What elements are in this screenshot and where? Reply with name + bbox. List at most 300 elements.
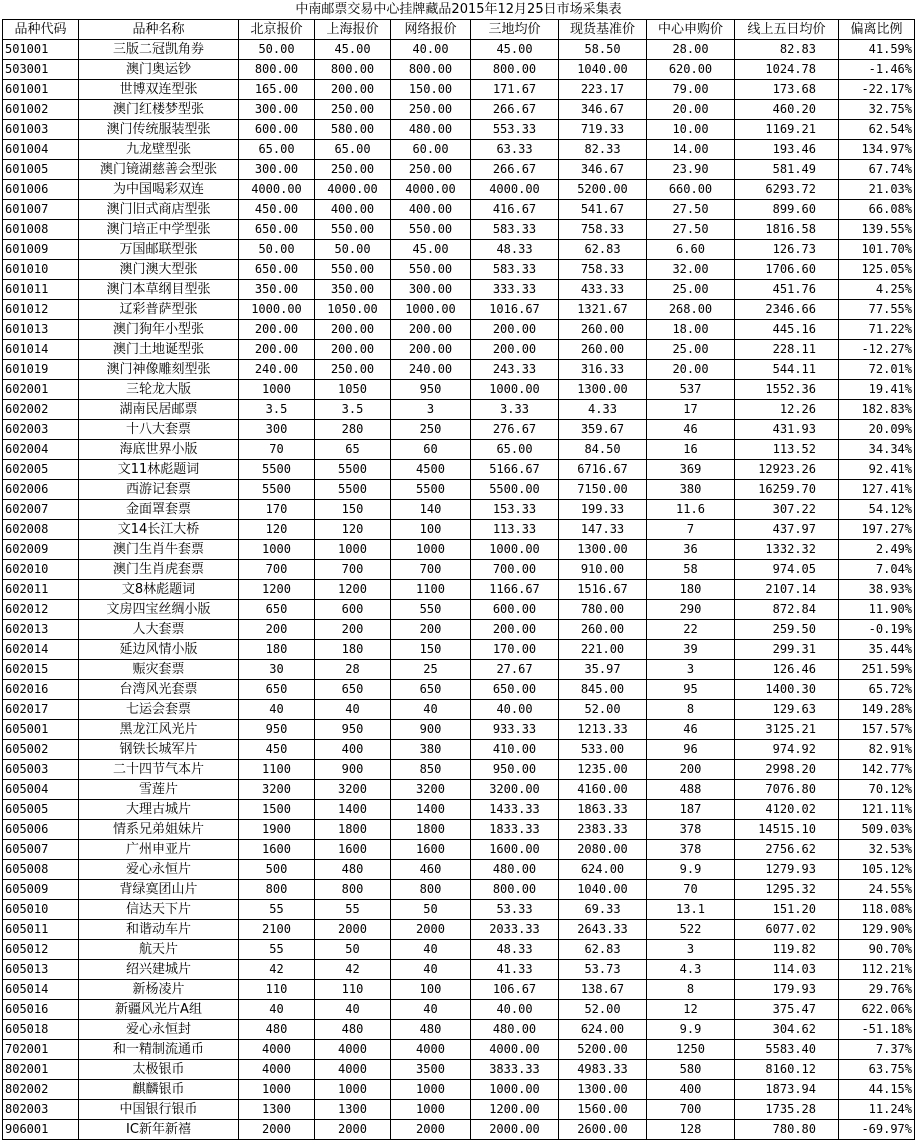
center-subscription-cell: 700 — [647, 1100, 735, 1120]
code-cell: 602007 — [3, 500, 79, 520]
online-price-cell: 650 — [391, 680, 471, 700]
name-cell: 金面罩套票 — [79, 500, 239, 520]
deviation-cell: 66.08% — [839, 200, 915, 220]
beijing-price-cell: 120 — [239, 520, 315, 540]
five-day-avg-cell: 126.73 — [735, 240, 839, 260]
spot-benchmark-cell: 719.33 — [559, 120, 647, 140]
deviation-cell: 38.93% — [839, 580, 915, 600]
table-row — [3, 580, 915, 600]
center-subscription-cell: 27.50 — [647, 220, 735, 240]
five-day-avg-cell: 1295.32 — [735, 880, 839, 900]
center-subscription-cell: 8 — [647, 980, 735, 1000]
three-city-avg-cell: 1000.00 — [471, 380, 559, 400]
spot-benchmark-cell: 2080.00 — [559, 840, 647, 860]
deviation-cell: 251.59% — [839, 660, 915, 680]
shanghai-price-cell: 1600 — [315, 840, 391, 860]
table-row — [3, 520, 915, 540]
three-city-avg-cell: 1016.67 — [471, 300, 559, 320]
center-subscription-cell: 3 — [647, 940, 735, 960]
center-subscription-cell: 200 — [647, 760, 735, 780]
shanghai-price-cell: 42 — [315, 960, 391, 980]
online-price-cell: 1000 — [391, 540, 471, 560]
table-row — [3, 960, 915, 980]
name-cell: 澳门狗年小型张 — [79, 320, 239, 340]
three-city-avg-cell: 45.00 — [471, 40, 559, 60]
online-price-cell: 40 — [391, 940, 471, 960]
code-cell: 601009 — [3, 240, 79, 260]
code-cell: 601011 — [3, 280, 79, 300]
code-cell: 605001 — [3, 720, 79, 740]
three-city-avg-cell: 2000.00 — [471, 1120, 559, 1140]
deviation-cell: 112.21% — [839, 960, 915, 980]
code-cell: 602010 — [3, 560, 79, 580]
center-subscription-cell: 79.00 — [647, 80, 735, 100]
online-price-cell: 40.00 — [391, 40, 471, 60]
three-city-avg-cell: 1000.00 — [471, 1080, 559, 1100]
name-cell: 世博双连型张 — [79, 80, 239, 100]
beijing-price-cell: 55 — [239, 940, 315, 960]
beijing-price-cell: 300 — [239, 420, 315, 440]
name-cell: 三轮龙大版 — [79, 380, 239, 400]
five-day-avg-cell: 228.11 — [735, 340, 839, 360]
shanghai-price-cell: 5500 — [315, 460, 391, 480]
code-cell: 605005 — [3, 800, 79, 820]
three-city-avg-cell: 200.00 — [471, 320, 559, 340]
online-price-cell: 5500 — [391, 480, 471, 500]
name-cell: 和一精制流通币 — [79, 1040, 239, 1060]
table-row — [3, 1100, 915, 1120]
five-day-avg-cell: 1735.28 — [735, 1100, 839, 1120]
table-row — [3, 80, 915, 100]
spot-benchmark-cell: 58.50 — [559, 40, 647, 60]
code-cell: 605007 — [3, 840, 79, 860]
deviation-cell: 157.57% — [839, 720, 915, 740]
code-cell: 601010 — [3, 260, 79, 280]
deviation-cell: 67.74% — [839, 160, 915, 180]
center-subscription-cell: 180 — [647, 580, 735, 600]
center-subscription-cell: 28.00 — [647, 40, 735, 60]
name-cell: 澳门生肖牛套票 — [79, 540, 239, 560]
five-day-avg-cell: 6293.72 — [735, 180, 839, 200]
code-cell: 602017 — [3, 700, 79, 720]
three-city-avg-cell: 3200.00 — [471, 780, 559, 800]
code-cell: 605004 — [3, 780, 79, 800]
deviation-cell: 24.55% — [839, 880, 915, 900]
code-cell: 605013 — [3, 960, 79, 980]
table-row — [3, 160, 915, 180]
shanghai-price-cell: 110 — [315, 980, 391, 1000]
online-price-cell: 250 — [391, 420, 471, 440]
center-subscription-cell: 1250 — [647, 1040, 735, 1060]
online-price-cell: 4000.00 — [391, 180, 471, 200]
code-cell: 601019 — [3, 360, 79, 380]
three-city-avg-cell: 480.00 — [471, 1020, 559, 1040]
code-cell: 601014 — [3, 340, 79, 360]
three-city-avg-cell: 40.00 — [471, 700, 559, 720]
deviation-cell: 11.24% — [839, 1100, 915, 1120]
center-subscription-cell: 9.9 — [647, 1020, 735, 1040]
beijing-price-cell: 4000 — [239, 1040, 315, 1060]
beijing-price-cell: 42 — [239, 960, 315, 980]
deviation-cell: 125.05% — [839, 260, 915, 280]
spot-benchmark-cell: 433.33 — [559, 280, 647, 300]
online-price-cell: 3200 — [391, 780, 471, 800]
table-row — [3, 180, 915, 200]
three-city-avg-cell: 65.00 — [471, 440, 559, 460]
spot-benchmark-cell: 62.83 — [559, 940, 647, 960]
shanghai-price-cell: 5500 — [315, 480, 391, 500]
table-row — [3, 740, 915, 760]
shanghai-price-cell: 1300 — [315, 1100, 391, 1120]
online-price-cell: 550.00 — [391, 220, 471, 240]
five-day-avg-cell: 12.26 — [735, 400, 839, 420]
shanghai-price-cell: 3200 — [315, 780, 391, 800]
online-price-cell: 3500 — [391, 1060, 471, 1080]
spot-benchmark-cell: 260.00 — [559, 340, 647, 360]
five-day-avg-cell: 6077.02 — [735, 920, 839, 940]
name-cell: 三版二冠凯角券 — [79, 40, 239, 60]
name-cell: 澳门旧式商店型张 — [79, 200, 239, 220]
shanghai-price-cell: 40 — [315, 700, 391, 720]
online-price-cell: 100 — [391, 520, 471, 540]
spot-benchmark-cell: 1040.00 — [559, 880, 647, 900]
five-day-avg-cell: 1552.36 — [735, 380, 839, 400]
center-subscription-cell: 378 — [647, 840, 735, 860]
deviation-cell: 134.97% — [839, 140, 915, 160]
beijing-price-cell: 200 — [239, 620, 315, 640]
deviation-cell: 82.91% — [839, 740, 915, 760]
online-price-cell: 800 — [391, 880, 471, 900]
table-row — [3, 200, 915, 220]
center-subscription-cell: 3 — [647, 660, 735, 680]
shanghai-price-cell: 900 — [315, 760, 391, 780]
shanghai-price-cell: 1400 — [315, 800, 391, 820]
table-row — [3, 320, 915, 340]
code-cell: 503001 — [3, 60, 79, 80]
online-price-cell: 50 — [391, 900, 471, 920]
online-price-cell: 60.00 — [391, 140, 471, 160]
spot-benchmark-cell: 52.00 — [559, 1000, 647, 1020]
table-row — [3, 1080, 915, 1100]
shanghai-price-cell: 550.00 — [315, 260, 391, 280]
shanghai-price-cell: 50.00 — [315, 240, 391, 260]
name-cell: 澳门本草纲目型张 — [79, 280, 239, 300]
code-cell: 605010 — [3, 900, 79, 920]
name-cell: 文14长江大桥 — [79, 520, 239, 540]
online-price-cell: 460 — [391, 860, 471, 880]
name-cell: 雪莲片 — [79, 780, 239, 800]
online-price-cell: 150 — [391, 640, 471, 660]
shanghai-price-cell: 65.00 — [315, 140, 391, 160]
deviation-cell: 129.90% — [839, 920, 915, 940]
name-cell: 万国邮联型张 — [79, 240, 239, 260]
spot-benchmark-cell: 4983.33 — [559, 1060, 647, 1080]
spot-benchmark-cell: 1516.67 — [559, 580, 647, 600]
beijing-price-cell: 1900 — [239, 820, 315, 840]
beijing-price-cell: 240.00 — [239, 360, 315, 380]
table-row — [3, 660, 915, 680]
code-cell: 605014 — [3, 980, 79, 1000]
center-subscription-cell: 25.00 — [647, 340, 735, 360]
code-cell: 605011 — [3, 920, 79, 940]
five-day-avg-cell: 2346.66 — [735, 300, 839, 320]
deviation-cell: 509.03% — [839, 820, 915, 840]
code-cell: 601012 — [3, 300, 79, 320]
code-cell: 602002 — [3, 400, 79, 420]
center-subscription-cell: 13.1 — [647, 900, 735, 920]
three-city-avg-cell: 153.33 — [471, 500, 559, 520]
deviation-cell: -51.18% — [839, 1020, 915, 1040]
name-cell: 湖南民居邮票 — [79, 400, 239, 420]
deviation-cell: 65.72% — [839, 680, 915, 700]
deviation-cell: 2.49% — [839, 540, 915, 560]
center-subscription-cell: 400 — [647, 1080, 735, 1100]
name-cell: 文11林彪题词 — [79, 460, 239, 480]
code-cell: 605012 — [3, 940, 79, 960]
code-cell: 602006 — [3, 480, 79, 500]
five-day-avg-cell: 899.60 — [735, 200, 839, 220]
shanghai-price-cell: 1800 — [315, 820, 391, 840]
shanghai-price-cell: 200 — [315, 620, 391, 640]
center-subscription-cell: 378 — [647, 820, 735, 840]
shanghai-price-cell: 600 — [315, 600, 391, 620]
three-city-avg-cell: 200.00 — [471, 620, 559, 640]
center-subscription-cell: 7 — [647, 520, 735, 540]
center-subscription-cell: 39 — [647, 640, 735, 660]
center-subscription-cell: 369 — [647, 460, 735, 480]
code-cell: 602004 — [3, 440, 79, 460]
table-row — [3, 400, 915, 420]
deviation-cell: 11.90% — [839, 600, 915, 620]
spot-benchmark-cell: 199.33 — [559, 500, 647, 520]
beijing-price-cell: 5500 — [239, 480, 315, 500]
table-row — [3, 1040, 915, 1060]
beijing-price-cell: 1500 — [239, 800, 315, 820]
online-price-cell: 150.00 — [391, 80, 471, 100]
beijing-price-cell: 3.5 — [239, 400, 315, 420]
five-day-avg-cell: 299.31 — [735, 640, 839, 660]
shanghai-price-cell: 1050.00 — [315, 300, 391, 320]
deviation-cell: 182.83% — [839, 400, 915, 420]
beijing-price-cell: 350.00 — [239, 280, 315, 300]
online-price-cell: 40 — [391, 960, 471, 980]
shanghai-price-cell: 1000 — [315, 540, 391, 560]
beijing-price-cell: 2000 — [239, 1120, 315, 1140]
online-price-cell: 480 — [391, 1020, 471, 1040]
five-day-avg-cell: 129.63 — [735, 700, 839, 720]
online-price-cell: 140 — [391, 500, 471, 520]
five-day-avg-cell: 2998.20 — [735, 760, 839, 780]
beijing-price-cell: 5500 — [239, 460, 315, 480]
three-city-avg-cell: 276.67 — [471, 420, 559, 440]
table-row — [3, 460, 915, 480]
table-row — [3, 940, 915, 960]
five-day-avg-cell: 113.52 — [735, 440, 839, 460]
five-day-avg-cell: 437.97 — [735, 520, 839, 540]
online-price-cell: 200.00 — [391, 340, 471, 360]
beijing-price-cell: 650.00 — [239, 260, 315, 280]
online-price-cell: 1000 — [391, 1080, 471, 1100]
center-subscription-cell: 27.50 — [647, 200, 735, 220]
spot-benchmark-cell: 910.00 — [559, 560, 647, 580]
deviation-cell: 32.53% — [839, 840, 915, 860]
five-day-avg-cell: 1400.30 — [735, 680, 839, 700]
five-day-avg-cell: 974.92 — [735, 740, 839, 760]
table-row — [3, 440, 915, 460]
spot-benchmark-cell: 1863.33 — [559, 800, 647, 820]
code-cell: 906001 — [3, 1120, 79, 1140]
center-subscription-cell: 290 — [647, 600, 735, 620]
online-price-cell: 550 — [391, 600, 471, 620]
shanghai-price-cell: 580.00 — [315, 120, 391, 140]
deviation-cell: 149.28% — [839, 700, 915, 720]
spot-benchmark-cell: 1213.33 — [559, 720, 647, 740]
five-day-avg-cell: 307.22 — [735, 500, 839, 520]
online-price-cell: 300.00 — [391, 280, 471, 300]
online-price-cell: 850 — [391, 760, 471, 780]
beijing-price-cell: 40 — [239, 1000, 315, 1020]
table-row — [3, 680, 915, 700]
online-price-cell: 40 — [391, 700, 471, 720]
online-price-cell: 950 — [391, 380, 471, 400]
shanghai-price-cell: 3.5 — [315, 400, 391, 420]
shanghai-price-cell: 200.00 — [315, 320, 391, 340]
code-cell: 605002 — [3, 740, 79, 760]
beijing-price-cell: 30 — [239, 660, 315, 680]
deviation-cell: 71.22% — [839, 320, 915, 340]
price-table — [2, 1, 915, 1140]
five-day-avg-cell: 460.20 — [735, 100, 839, 120]
shanghai-price-cell: 1000 — [315, 1080, 391, 1100]
deviation-cell: -0.19% — [839, 620, 915, 640]
name-cell: 延边风情小版 — [79, 640, 239, 660]
center-subscription-cell: 95 — [647, 680, 735, 700]
beijing-price-cell: 55 — [239, 900, 315, 920]
deviation-cell: 62.54% — [839, 120, 915, 140]
spot-benchmark-cell: 346.67 — [559, 160, 647, 180]
center-subscription-cell: 660.00 — [647, 180, 735, 200]
deviation-cell: 35.44% — [839, 640, 915, 660]
spot-benchmark-header: 现货基准价 — [559, 20, 647, 40]
shanghai-price-cell: 55 — [315, 900, 391, 920]
deviation-cell: 101.70% — [839, 240, 915, 260]
deviation-cell: 29.76% — [839, 980, 915, 1000]
code-cell: 602016 — [3, 680, 79, 700]
three-city-avg-cell: 48.33 — [471, 940, 559, 960]
five-day-avg-cell: 780.80 — [735, 1120, 839, 1140]
online-price-cell: 25 — [391, 660, 471, 680]
deviation-cell: 32.75% — [839, 100, 915, 120]
name-cell: 二十四节气本片 — [79, 760, 239, 780]
three-city-avg-cell: 333.33 — [471, 280, 559, 300]
three-city-avg-cell: 170.00 — [471, 640, 559, 660]
shanghai-price-cell: 550.00 — [315, 220, 391, 240]
table-row — [3, 60, 915, 80]
code-cell: 602012 — [3, 600, 79, 620]
shanghai-price-cell: 400 — [315, 740, 391, 760]
table-row — [3, 420, 915, 440]
name-cell: 澳门红楼梦型张 — [79, 100, 239, 120]
center-subscription-cell: 10.00 — [647, 120, 735, 140]
beijing-price-cell: 1000 — [239, 540, 315, 560]
deviation-cell: 127.41% — [839, 480, 915, 500]
center-subscription-cell: 537 — [647, 380, 735, 400]
five-day-avg-cell: 179.93 — [735, 980, 839, 1000]
online-price-cell: 60 — [391, 440, 471, 460]
table-row — [3, 800, 915, 820]
deviation-cell: 72.01% — [839, 360, 915, 380]
spot-benchmark-cell: 7150.00 — [559, 480, 647, 500]
deviation-cell: 21.03% — [839, 180, 915, 200]
table-row — [3, 300, 915, 320]
deviation-cell: 19.41% — [839, 380, 915, 400]
deviation-cell: 139.55% — [839, 220, 915, 240]
table-row — [3, 600, 915, 620]
three-city-avg-cell: 48.33 — [471, 240, 559, 260]
spot-benchmark-cell: 223.17 — [559, 80, 647, 100]
code-cell: 702001 — [3, 1040, 79, 1060]
name-cell: 太极银币 — [79, 1060, 239, 1080]
code-cell: 601001 — [3, 80, 79, 100]
deviation-cell: 70.12% — [839, 780, 915, 800]
online-price-cell: 4500 — [391, 460, 471, 480]
code-cell: 601006 — [3, 180, 79, 200]
three-city-avg-cell: 583.33 — [471, 220, 559, 240]
spot-benchmark-cell: 624.00 — [559, 860, 647, 880]
spot-benchmark-cell: 5200.00 — [559, 1040, 647, 1060]
online-price-cell: 4000 — [391, 1040, 471, 1060]
five-day-avg-header: 线上五日均价 — [735, 20, 839, 40]
five-day-avg-cell: 1169.21 — [735, 120, 839, 140]
table-row — [3, 620, 915, 640]
three-city-avg-cell: 410.00 — [471, 740, 559, 760]
code-cell: 601003 — [3, 120, 79, 140]
shanghai-price-cell: 1050 — [315, 380, 391, 400]
name-cell: 澳门传统服装型张 — [79, 120, 239, 140]
five-day-avg-cell: 375.47 — [735, 1000, 839, 1020]
beijing-price-cell: 1000 — [239, 1080, 315, 1100]
online-price-cell: 480.00 — [391, 120, 471, 140]
shanghai-price-cell: 480 — [315, 1020, 391, 1040]
deviation-cell: 92.41% — [839, 460, 915, 480]
shanghai-price-header: 上海报价 — [315, 20, 391, 40]
table-row — [3, 220, 915, 240]
deviation-cell: -12.27% — [839, 340, 915, 360]
three-city-avg-cell: 800.00 — [471, 880, 559, 900]
three-city-avg-cell: 2033.33 — [471, 920, 559, 940]
three-city-avg-cell: 200.00 — [471, 340, 559, 360]
table-row — [3, 1000, 915, 1020]
five-day-avg-cell: 126.46 — [735, 660, 839, 680]
three-city-avg-cell: 113.33 — [471, 520, 559, 540]
name-cell: 西游记套票 — [79, 480, 239, 500]
three-city-avg-cell: 1600.00 — [471, 840, 559, 860]
shanghai-price-cell: 800.00 — [315, 60, 391, 80]
beijing-price-cell: 50.00 — [239, 240, 315, 260]
center-subscription-cell: 20.00 — [647, 360, 735, 380]
center-subscription-cell: 46 — [647, 420, 735, 440]
five-day-avg-cell: 14515.10 — [735, 820, 839, 840]
center-subscription-cell: 4.3 — [647, 960, 735, 980]
table-row — [3, 120, 915, 140]
shanghai-price-cell: 65 — [315, 440, 391, 460]
online-price-cell: 900 — [391, 720, 471, 740]
online-price-cell: 1800 — [391, 820, 471, 840]
online-price-cell: 400.00 — [391, 200, 471, 220]
beijing-price-cell: 800 — [239, 880, 315, 900]
center-subscription-cell: 128 — [647, 1120, 735, 1140]
five-day-avg-cell: 872.84 — [735, 600, 839, 620]
